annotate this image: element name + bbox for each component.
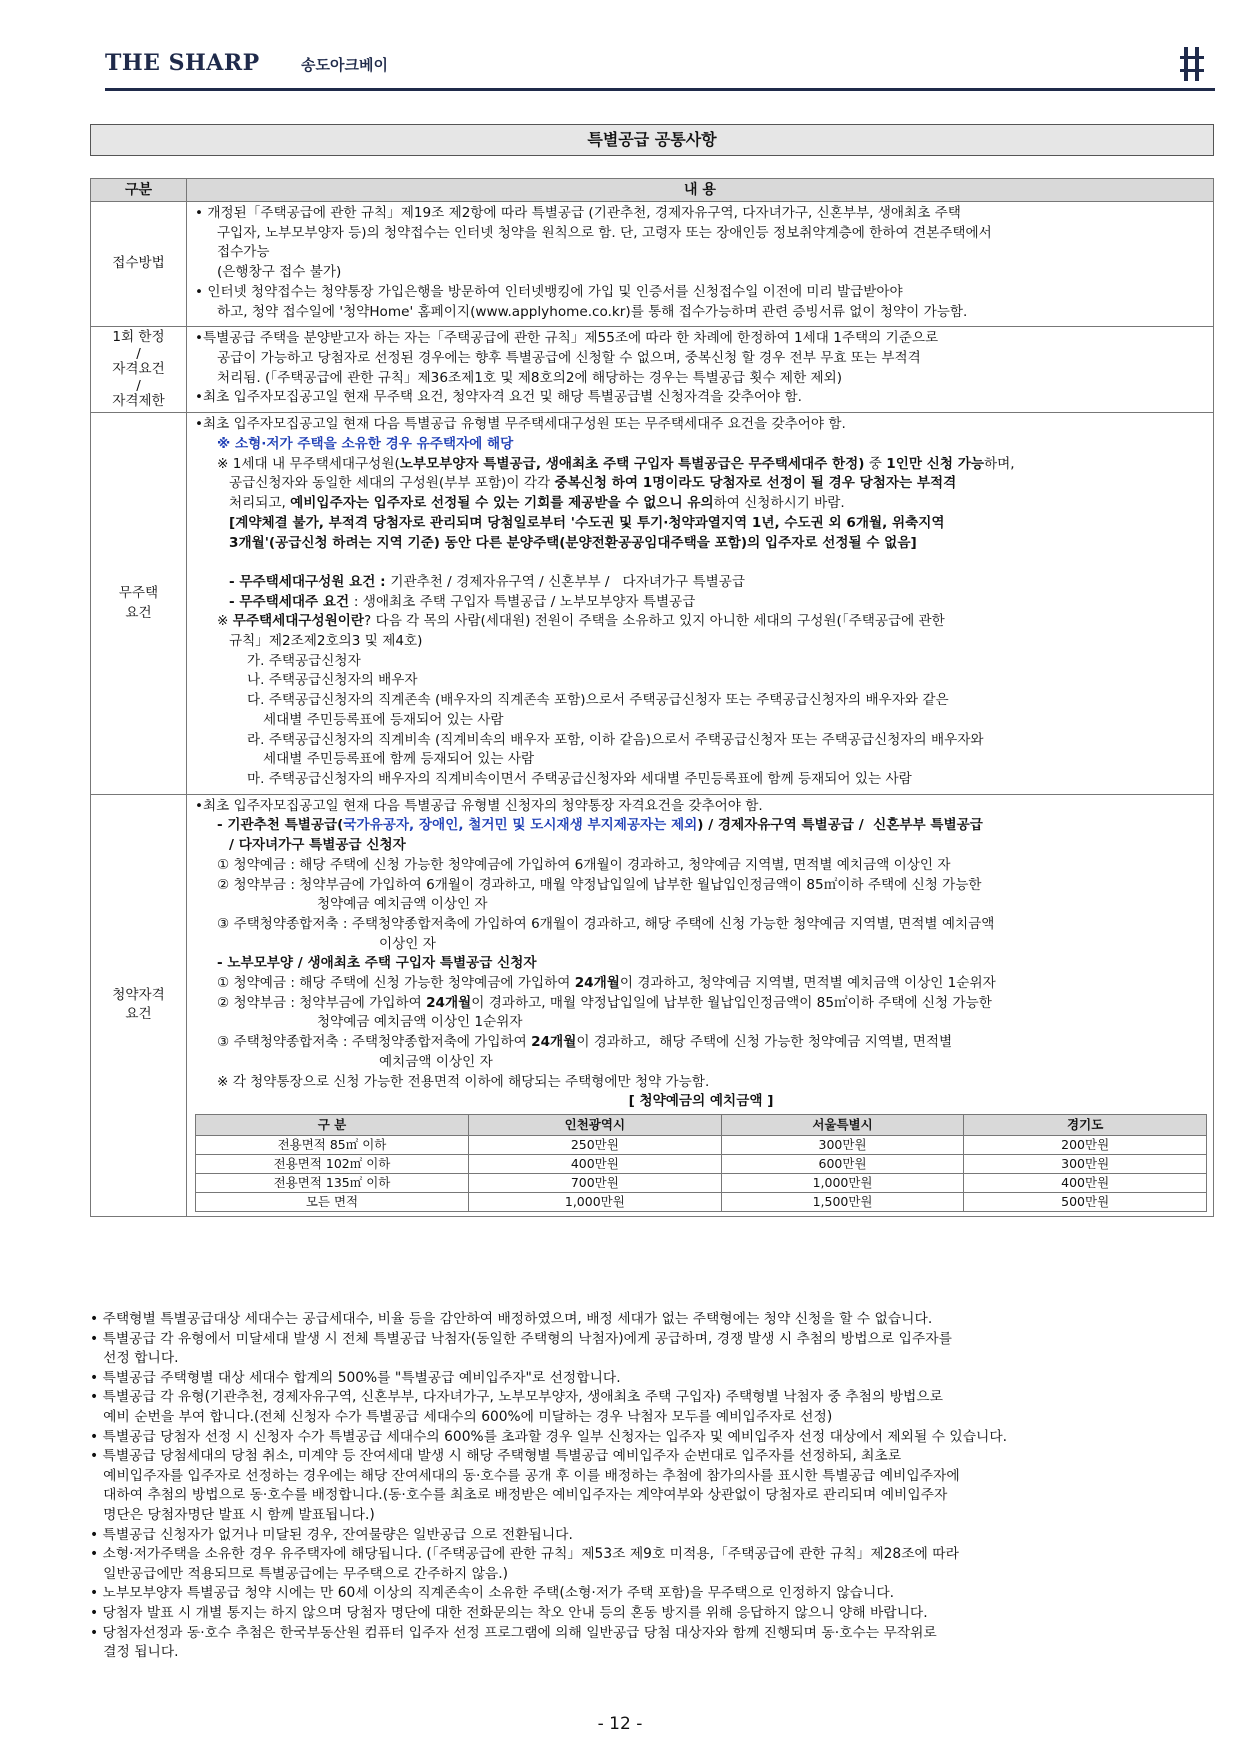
text-line [195, 455, 1207, 475]
deposit-cell: 400만원 [468, 1154, 721, 1173]
text-line: [계약체결 불가, 부적격 당첨자로 관리되며 당첨일로부터 '수도권 및 투기·청약과열지역 1년, 수도권 외 6개월, 위축지역 [229, 514, 945, 531]
text-span: 24개월 [574, 975, 620, 992]
row-content [187, 202, 1214, 327]
label-line: / [136, 345, 141, 362]
table-row [91, 413, 1214, 794]
text-span: 처리되고, [229, 495, 291, 512]
deposit-cell: 700만원 [468, 1173, 721, 1192]
text-line [195, 974, 1207, 994]
deposit-cell: 1,000만원 [468, 1192, 721, 1211]
deposit-header: 구 분 [196, 1114, 469, 1135]
note-line: • 특별공급 각 유형(기관추천, 경제자유구역, 신혼부부, 다자녀가구, 노부모부양자, 생애최초 주택 구입자) 주택형별 낙첨자 중 추첨의 방법으로 [90, 1389, 943, 1406]
text-line: 구입자, 노부모부양자 등)의 청약접수는 인터넷 청약을 원칙으로 함. 단, 고령자 또는 장애인등 정보취약계층에 한하여 견본주택에서 [217, 224, 992, 241]
deposit-cell: 300만원 [964, 1154, 1207, 1173]
note-line: • 노부모부양자 특별공급 청약 시에는 만 60세 이상의 직계존속이 소유한 주택(소형·저가 주택 포함)을 무주택으로 인정하지 않습니다. [90, 1585, 895, 1602]
row-content [187, 413, 1214, 794]
row-label [91, 413, 187, 794]
text-line [195, 593, 1207, 613]
note-line: • 특별공급 당첨세대의 당첨 취소, 미계약 등 잔여세대 발생 시 해당 주택형별 특별공급 예비입주자 순번대로 입주자를 선정하되, 최초로 [90, 1448, 902, 1465]
text-span: ① 청약예금 : 해당 주택에 신청 가능한 청약예금에 가입하여 [217, 975, 575, 992]
text-line: 나. 주택공급신청자의 배우자 [247, 672, 418, 689]
text-line: ① 청약예금 : 해당 주택에 신청 가능한 청약예금에 가입하여 6개월이 경과하고, 청약예금 지역별, 면적별 예치금액 이상인 자 [217, 856, 951, 873]
label-line: 자격요건 [112, 360, 165, 377]
text-span: ) / 경제자유구역 특별공급 / 신혼부부 특별공급 [697, 817, 983, 834]
text-line [195, 994, 1207, 1014]
text-line: 가. 주택공급신청자 [247, 652, 361, 669]
deposit-row [196, 1154, 1207, 1173]
text-span: 24개월 [531, 1034, 577, 1051]
text-line: • 개정된「주택공급에 관한 규칙」제19조 제2항에 따라 특별공급 (기관추천, 경제자유구역, 다자녀가구, 신혼부부, 생애최초 주택 [195, 205, 961, 221]
text-span: ※ [217, 613, 233, 630]
text-line: 라. 주택공급신청자의 직계비속 (직계비속의 배우자 포함, 이하 같음)으로서 주택공급신청자 또는 주택공급신청자의 배우자와 [247, 731, 984, 748]
deposit-cell: 300만원 [721, 1135, 964, 1154]
notes-list [90, 1310, 1214, 1663]
text-line [195, 816, 1207, 836]
text-line: •특별공급 주택을 분양받고자 하는 자는「주택공급에 관한 규칙」제55조에 따라 한 차례에 한정하여 1세대 1주택의 기준으로 [195, 330, 939, 347]
deposit-cell: 전용면적 135㎡ 이하 [196, 1173, 469, 1192]
text-span: 국가유공자, 장애인, 철거민 및 도시재생 부지제공자는 제외 [343, 817, 698, 834]
text-line [195, 474, 1207, 494]
row-content [187, 327, 1214, 413]
text-line: / 다자녀가구 특별공급 신청자 [229, 837, 406, 854]
text-line: 규칙」제2조제2호의3 및 제4호) [229, 633, 423, 650]
note-line: • 당첨자 발표 시 개별 통지는 하지 않으며 당첨자 명단에 대한 전화문의는 착오 안내 등의 혼동 방지를 위해 응답하지 않으니 양해 바랍니다. [90, 1604, 928, 1621]
text-span: 중복신청 하여 1명이라도 당첨자로 선정이 될 경우 당첨자는 부적격 [554, 475, 957, 492]
sharp-logo-icon [1171, 44, 1215, 84]
note-line: 대하여 추첨의 방법으로 동·호수를 배정합니다.(동·호수를 최초로 배정받은 예비입주자는 계약여부와 상관없이 당첨자로 관리되며 예비입주자 [90, 1487, 948, 1504]
text-line: 예치금액 이상인 자 [379, 1053, 493, 1070]
label-line: 요건 [125, 1006, 152, 1023]
text-span: 이 경과하고, 해당 주택에 신청 가능한 청약예금 지역별, 면적별 [576, 1034, 953, 1051]
deposit-cell: 전용면적 102㎡ 이하 [196, 1154, 469, 1173]
label-line: 무주택 [118, 584, 159, 601]
text-span: 24개월 [426, 994, 472, 1011]
deposit-cell: 전용면적 85㎡ 이하 [196, 1135, 469, 1154]
text-span: 하며, [983, 455, 1015, 472]
row-label [91, 794, 187, 1216]
page-header [105, 44, 1215, 84]
blank-line [195, 553, 1207, 573]
text-span: ※ 1세대 내 무주택세대구성원( [217, 455, 400, 472]
row-content [187, 794, 1214, 1216]
row-label: 접수방법 [91, 202, 187, 327]
note-line: 결정 됩니다. [90, 1644, 179, 1661]
label-line: 자격제한 [112, 392, 165, 409]
text-line [195, 1033, 1207, 1053]
text-line [195, 494, 1207, 514]
text-line: •최초 입주자모집공고일 현재 무주택 요건, 청약자격 요건 및 해당 특별공급별 신청자격을 갖추어야 함. [195, 389, 802, 406]
text-line: 하고, 청약 접수일에 '청약Home' 홈페이지(www.applyhome.co.kr)를 통해 접수가능하며 관련 증빙서류 없이 청약이 가능함. [217, 303, 968, 320]
text-line: ※ 각 청약통장으로 신청 가능한 전용면적 이하에 해당되는 주택형에만 청약 가능함. [217, 1073, 710, 1090]
text-line: 청약예금 예치금액 이상인 1순위자 [317, 1014, 523, 1031]
deposit-cell: 600만원 [721, 1154, 964, 1173]
text-line: •최초 입주자모집공고일 현재 다음 특별공급 유형별 무주택세대구성원 또는 무주택세대주 요건을 갖추어야 함. [195, 416, 846, 433]
deposit-cell: 400만원 [964, 1173, 1207, 1192]
note-line: • 특별공급 신청자가 없거나 미달된 경우, 잔여물량은 일반공급 으로 전환됩니다. [90, 1526, 573, 1543]
deposit-amount-table [195, 1114, 1207, 1212]
text-span: - 무주택세대주 요건 [229, 593, 354, 610]
note-line: 예비 순번을 부여 합니다.(전체 신청자 수가 특별공급 세대수의 600%에 미달하는 경우 낙첨자 모두를 예비입주자로 선정) [90, 1408, 833, 1425]
text-span: : 생애최초 주택 구입자 특별공급 / 노부모부양자 특별공급 [353, 593, 696, 610]
deposit-cell: 모든 면적 [196, 1192, 469, 1211]
label-line: 요건 [125, 604, 152, 621]
deposit-cell: 200만원 [964, 1135, 1207, 1154]
text-span: 공급신청자와 동일한 세대의 구성원(부부 포함)이 각각 [229, 475, 555, 492]
note-line: • 당첨자선정과 동·호수 추첨은 한국부동산원 컴퓨터 입주자 선정 프로그램에 의해 일반공급 당첨 대상자와 함께 진행되며 동·호수는 무작위로 [90, 1624, 937, 1641]
text-line: 다. 주택공급신청자의 직계존속 (배우자의 직계존속 포함)으로서 주택공급신청자 또는 주택공급신청자의 배우자와 같은 [247, 692, 949, 709]
table-row [91, 327, 1214, 413]
deposit-header: 경기도 [964, 1114, 1207, 1135]
deposit-row [196, 1135, 1207, 1154]
text-line [195, 612, 1207, 632]
note-line: 일반공급에만 적용되므로 특별공급에는 무주택으로 간주하지 않음.) [90, 1565, 509, 1582]
text-line: ※ 소형·저가 주택을 소유한 경우 유주택자에 해당 [217, 436, 514, 453]
header-divider [105, 88, 1215, 91]
text-line: 세대별 주민등록표에 함께 등재되어 있는 사람 [263, 751, 535, 768]
note-line: • 특별공급 주택형별 대상 세대수 합계의 500%를 "특별공급 예비입주자"로 선정합니다. [90, 1369, 621, 1386]
text-span: 예비입주자는 입주자로 선정될 수 있는 기회를 제공받을 수 없으니 유의 [290, 495, 714, 512]
label-line: / [136, 377, 141, 394]
note-line: • 소형·저가주택을 소유한 경우 유주택자에 해당됩니다. (「주택공급에 관한 규칙」제53조 제9호 미적용,「주택공급에 관한 규칙」제28조에 따라 [90, 1546, 959, 1563]
label-line: 1회 한정 [112, 329, 165, 346]
note-line: 예비입주자를 입주자로 선정하는 경우에는 해당 잔여세대의 동·호수를 공개 후 이를 배정하는 추첨에 참가의사를 표시한 특별공급 예비입주자에 [90, 1467, 960, 1484]
deposit-header: 인천광역시 [468, 1114, 721, 1135]
text-span: 노부모부양자 특별공급, 생애최초 주택 구입자 특별공급은 무주택세대주 한정) [399, 455, 865, 472]
text-line: 세대별 주민등록표에 등재되어 있는 사람 [263, 711, 504, 728]
deposit-row [196, 1192, 1207, 1211]
table-row [91, 202, 1214, 327]
table-row [91, 794, 1214, 1216]
brand-name: THE SHARP [105, 50, 260, 76]
deposit-cell: 500만원 [964, 1192, 1207, 1211]
deposit-cell: 1,500만원 [721, 1192, 964, 1211]
text-span: 이 경과하고, 청약예금 지역별, 면적별 예치금액 이상인 1순위자 [619, 975, 996, 992]
text-span: 무주택세대구성원이란 [232, 613, 365, 630]
text-line: ③ 주택청약종합저축 : 주택청약종합저축에 가입하여 6개월이 경과하고, 해당 주택에 신청 가능한 청약예금 지역별, 면적별 예치금액 [217, 915, 995, 932]
row-label [91, 327, 187, 413]
text-line: 이상인 자 [379, 935, 436, 952]
deposit-row [196, 1173, 1207, 1192]
text-span: ? 다음 각 목의 사람(세대원) 전원이 주택을 소유하고 있지 아니한 세대의 구성원(「주택공급에 관한 [364, 613, 945, 630]
text-span: ② 청약부금 : 청약부금에 가입하여 [217, 994, 427, 1011]
note-line: • 특별공급 각 유형에서 미달세대 발생 시 전체 특별공급 낙첨자(동일한 주택형의 낙첨자)에게 공급하며, 경쟁 발생 시 추첨의 방법으로 입주자를 [90, 1330, 952, 1347]
note-line: 선정 합니다. [90, 1350, 179, 1367]
text-span: 기관추천 / 경제자유구역 / 신혼부부 / 다자녀가구 특별공급 [390, 573, 745, 590]
deposit-table-title: [ 청약예금의 예치금액 ] [628, 1093, 774, 1110]
note-line: • 특별공급 당첨자 선정 시 신청자 수가 특별공급 세대수의 600%를 초과할 경우 일부 신청자는 입주자 및 예비입주자 선정 대상에서 제외될 수 있습니다. [90, 1428, 1008, 1445]
label-line: 청약자격 [112, 986, 165, 1003]
text-line: ② 청약부금 : 청약부금에 가입하여 6개월이 경과하고, 매월 약정납입일에 납부한 월납입인정금액이 85㎡이하 주택에 신청 가능한 [217, 876, 982, 893]
text-span: - 무주택세대구성원 요건 : [229, 573, 391, 590]
deposit-cell: 250만원 [468, 1135, 721, 1154]
text-line: •최초 입주자모집공고일 현재 다음 특별공급 유형별 신청자의 청약통장 자격요건을 갖추어야 함. [195, 797, 763, 814]
text-line: 마. 주택공급신청자의 배우자의 직계비속이면서 주택공급신청자와 세대별 주민등록표에 함께 등재되어 있는 사람 [247, 770, 912, 787]
note-line: • 주택형별 특별공급대상 세대수는 공급세대수, 비율 등을 감안하여 배정하였으며, 배정 세대가 없는 주택형에는 청약 신청을 할 수 없습니다. [90, 1311, 933, 1327]
deposit-cell: 1,000만원 [721, 1173, 964, 1192]
text-span: 중 [864, 455, 887, 472]
text-line: • 인터넷 청약접수는 청약통장 가입은행을 방문하여 인터넷뱅킹에 가입 및 인증서를 신청접수일 이전에 미리 발급받아야 [195, 283, 903, 300]
page-number: - 12 - [597, 1714, 643, 1734]
text-line: 처리됨. (「주택공급에 관한 규칙」제36조제1호 및 제8호의2에 해당하는 경우는 특별공급 횟수 제한 제외) [217, 369, 843, 386]
column-header-content: 내 용 [187, 179, 1214, 202]
text-span: 이 경과하고, 매월 약정납입일에 납부한 월납입인정금액이 85㎡이하 주택에 신청 가능한 [471, 994, 992, 1011]
text-line [195, 573, 1207, 593]
text-line: (은행창구 접수 불가) [217, 264, 342, 281]
text-line: 3개월'(공급신청 하려는 지역 기준) 동안 다른 분양주택(분양전환공공임대주택을 포함)의 입주자로 선정될 수 없음] [229, 534, 917, 551]
text-line: 공급이 가능하고 당첨자로 선정된 경우에는 향후 특별공급에 신청할 수 없으며, 중복신청 할 경우 전부 무효 또는 부적격 [217, 349, 921, 366]
special-supply-table [90, 178, 1214, 1217]
text-line: 청약예금 예치금액 이상인 자 [317, 896, 488, 913]
text-span: 1인만 신청 가능 [886, 455, 984, 472]
text-span: 하여 신청하시기 바람. [713, 495, 845, 512]
brand-subtitle: 송도아크베이 [301, 56, 388, 74]
text-line: 접수가능 [217, 244, 270, 261]
column-header-label: 구분 [91, 179, 187, 202]
text-span: - 기관추천 특별공급( [217, 817, 344, 834]
note-line: 명단은 당첨자명단 발표 시 함께 발표됩니다.) [90, 1506, 375, 1523]
section-title: 특별공급 공통사항 [90, 124, 1214, 156]
text-span: ③ 주택청약종합저축 : 주택청약종합저축에 가입하여 [217, 1034, 532, 1051]
deposit-header: 서울특별시 [721, 1114, 964, 1135]
text-line: - 노부모부양 / 생애최초 주택 구입자 특별공급 신청자 [217, 955, 537, 972]
